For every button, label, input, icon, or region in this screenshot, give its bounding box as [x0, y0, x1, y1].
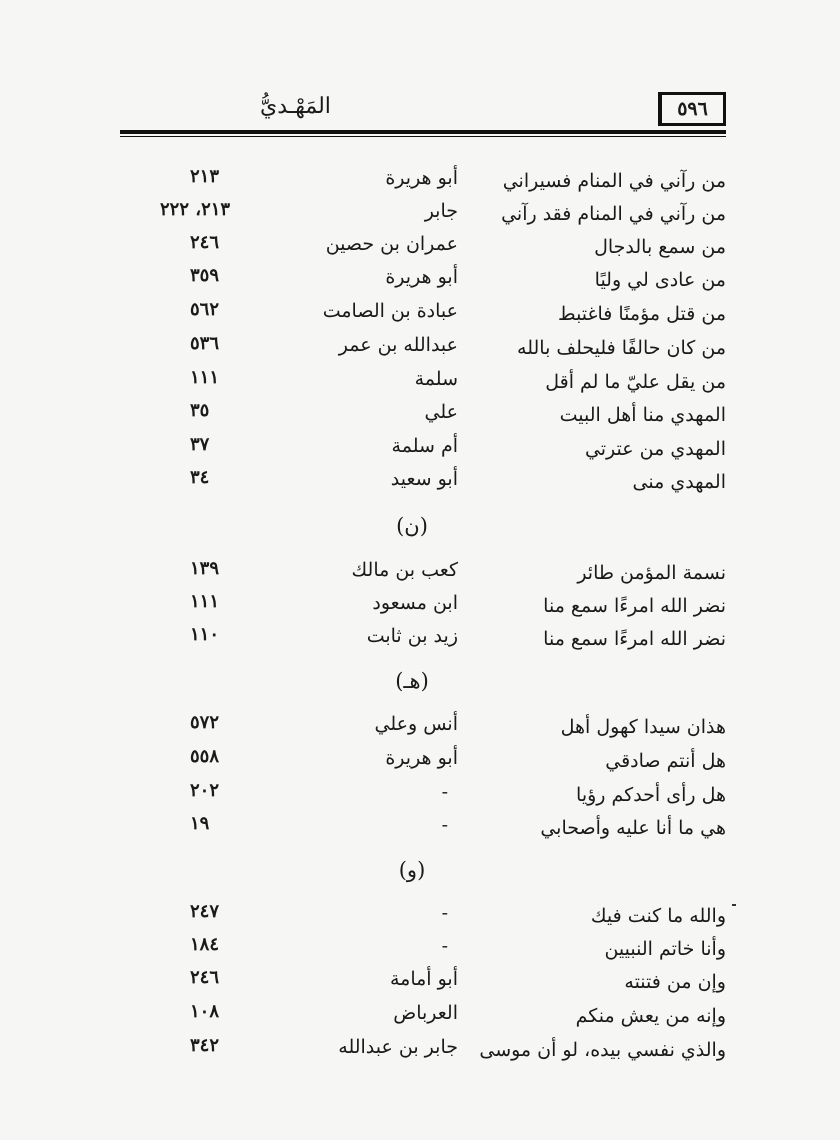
narrator: أنس وعلي: [374, 713, 458, 735]
narrator: أبو سعيد: [390, 468, 458, 490]
hadith-text: هذان سيدا كهول أهل: [560, 716, 726, 738]
index-row: [0, 624, 840, 660]
hadith-text: هل رأى أحدكم رؤيا: [576, 784, 726, 806]
narrator: أبو أمامة: [389, 968, 458, 990]
page-ref: ٢٤٦: [190, 232, 220, 253]
running-title: المَهْـديُّ: [260, 94, 331, 119]
section-letter-waw: (و): [398, 858, 426, 882]
index-row: [0, 333, 840, 369]
index-row: [0, 299, 840, 335]
index-row: [0, 712, 840, 748]
narrator: جابر: [424, 200, 458, 222]
page-ref: ٣٤٢: [190, 1035, 220, 1056]
narrator: -: [441, 935, 448, 957]
hadith-text: من كان حالفًا فليحلف بالله: [517, 337, 726, 359]
index-row: [0, 901, 840, 937]
index-row: [0, 166, 840, 202]
page-ref: ٥٦٢: [190, 299, 220, 320]
hadith-text: من رآني في المنام فقد رآني: [501, 203, 726, 225]
hadith-text: والذي نفسي بيده، لو أن موسى: [479, 1039, 726, 1061]
section-letter-noon: (ن): [396, 514, 428, 538]
hadith-text: المهدي من عترتي: [584, 438, 726, 460]
section-letter-ha: (هـ): [395, 669, 429, 693]
page-ref: ١١٠: [190, 624, 220, 645]
page-ref: ٢٤٧: [190, 901, 220, 922]
index-row: [0, 591, 840, 627]
page-number-box: ٥٩٦: [658, 92, 726, 126]
narrator: عبدالله بن عمر: [338, 334, 458, 356]
narrator: أبو هريرة: [385, 266, 458, 288]
page-ref: ١٠٨: [190, 1001, 220, 1022]
page-ref: ١٨٤: [190, 934, 220, 955]
index-row: [0, 780, 840, 816]
hadith-text: والله ما كنت فيك: [590, 905, 726, 927]
page-ref: ٣٥: [190, 400, 210, 421]
hadith-text: وإنه من يعش منكم: [575, 1005, 726, 1027]
narrator: كعب بن مالك: [351, 559, 458, 581]
scan-speck: [732, 904, 736, 906]
index-row: [0, 265, 840, 301]
narrator: -: [441, 814, 448, 836]
narrator: -: [441, 781, 448, 803]
narrator: أم سلمة: [391, 435, 458, 457]
hadith-text: وأنا خاتم النبيين: [604, 938, 726, 960]
index-row: [0, 199, 840, 235]
index-row: [0, 967, 840, 1003]
hadith-text: هي ما أنا عليه وأصحابي: [540, 817, 726, 839]
page-ref: ٣٤: [190, 467, 210, 488]
narrator: علي: [424, 401, 458, 423]
page-ref: ٥٥٨: [190, 746, 220, 767]
hadith-text: المهدي منى: [632, 471, 726, 493]
page-ref: ٣٥٩: [190, 265, 220, 286]
page-ref: ٢١٣: [190, 166, 220, 187]
index-row: [0, 813, 840, 849]
narrator: عبادة بن الصامت: [322, 300, 458, 322]
index-row: [0, 367, 840, 403]
header-rule-thin: [120, 136, 726, 137]
index-row: [0, 1001, 840, 1037]
header-rule-thick: [120, 130, 726, 134]
index-row: [0, 746, 840, 782]
index-row: [0, 558, 840, 594]
page-ref: ٣٧: [190, 434, 210, 455]
index-row: [0, 400, 840, 436]
hadith-text: نضر الله امرءًا سمع منا: [543, 595, 726, 617]
page-ref: ٥٧٢: [190, 712, 220, 733]
narrator: عمران بن حصين: [325, 233, 458, 255]
narrator: أبو هريرة: [385, 167, 458, 189]
page-ref: ١١١: [190, 591, 220, 612]
narrator: العرباض: [393, 1002, 458, 1024]
narrator: أبو هريرة: [385, 747, 458, 769]
hadith-text: من عادى لي وليًا: [594, 269, 726, 291]
index-row: [0, 934, 840, 970]
page-header: [120, 88, 726, 140]
narrator: ابن مسعود: [372, 592, 458, 614]
hadith-text: من رآني في المنام فسيراني: [502, 170, 726, 192]
narrator: جابر بن عبدالله: [338, 1036, 458, 1058]
narrator: سلمة: [414, 368, 458, 390]
hadith-text: هل أنتم صادقي: [605, 750, 726, 772]
hadith-text: المهدي منا أهل البيت: [559, 404, 726, 426]
hadith-text: وإن من فتنته: [624, 971, 726, 993]
hadith-text: من يقل عليّ ما لم أقل: [545, 371, 726, 393]
index-row: [0, 467, 840, 503]
page-ref: ١٩: [190, 813, 210, 834]
page-ref: ١٣٩: [190, 558, 220, 579]
page-ref: ٢٠٢: [190, 780, 220, 801]
page-ref: ٢١٣، ٢٢٢: [160, 199, 231, 220]
index-row: [0, 1035, 840, 1071]
narrator: -: [441, 902, 448, 924]
hadith-text: نسمة المؤمن طائر: [577, 562, 726, 584]
index-row: [0, 232, 840, 268]
page-ref: ١١١: [190, 367, 220, 388]
hadith-text: من سمع بالدجال: [594, 236, 726, 258]
hadith-text: من قتل مؤمنًا فاغتبط: [558, 303, 726, 325]
narrator: زيد بن ثابت: [366, 625, 458, 647]
page-ref: ٢٤٦: [190, 967, 220, 988]
page-ref: ٥٣٦: [190, 333, 220, 354]
hadith-text: نضر الله امرءًا سمع منا: [543, 628, 726, 650]
index-row: [0, 434, 840, 470]
